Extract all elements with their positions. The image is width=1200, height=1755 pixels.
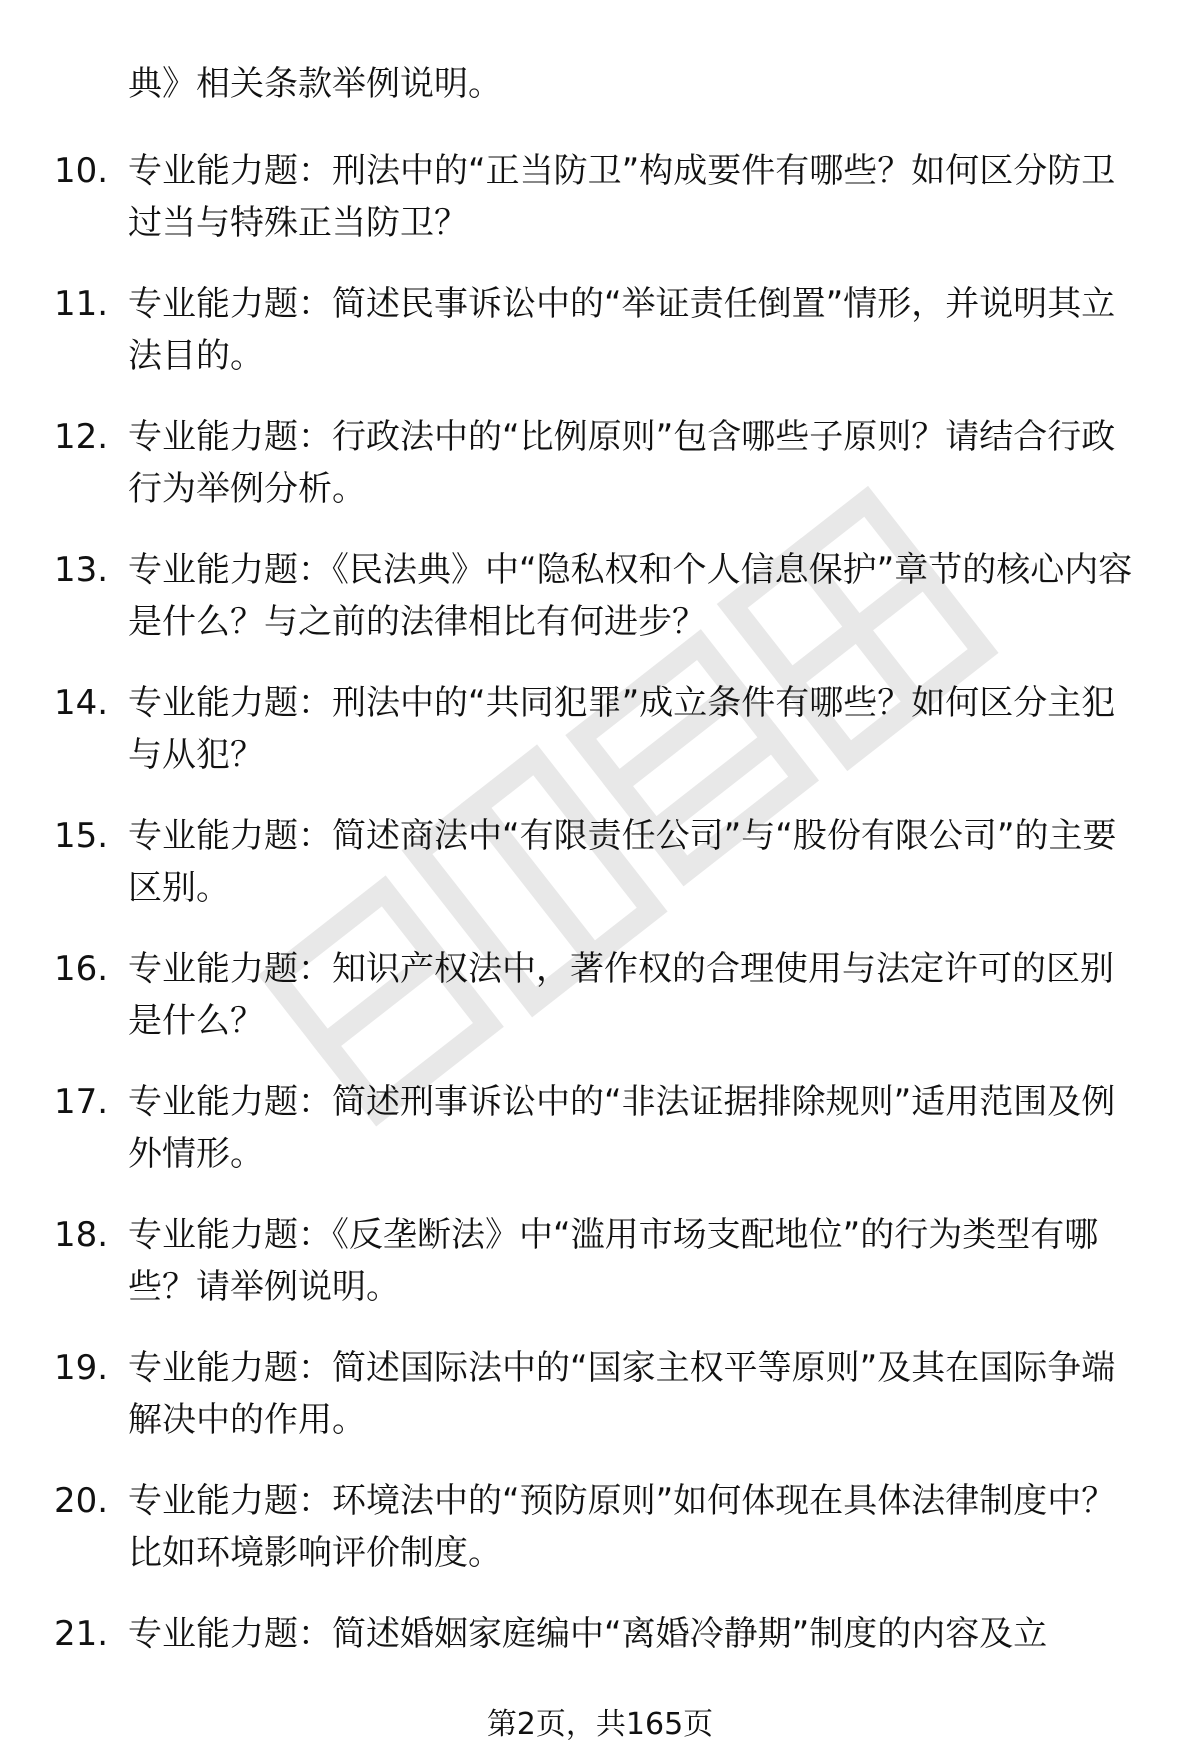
list-item <box>0 411 1200 544</box>
list-item <box>0 943 1200 1076</box>
question-number: 17. <box>54 1082 109 1122</box>
list-item <box>0 1076 1200 1209</box>
question-number: 10. <box>54 151 109 191</box>
question-text: 专业能力题：刑法中的“正当防卫”构成要件有哪些？如何区分防卫过当与特殊正当防卫？ <box>128 151 1116 243</box>
question-number: 19. <box>54 1348 109 1388</box>
question-number: 18. <box>54 1215 109 1255</box>
list-item <box>0 544 1200 677</box>
page-footer-label: 第2页，共165页 <box>486 1707 714 1742</box>
question-list <box>0 145 1200 1741</box>
question-text: 专业能力题：简述民事诉讼中的“举证责任倒置”情形，并说明其立法目的。 <box>128 284 1116 376</box>
question-text: 专业能力题：环境法中的“预防原则”如何体现在具体法律制度中？比如环境影响评价制度。 <box>128 1481 1116 1573</box>
list-item <box>0 677 1200 810</box>
list-item <box>0 145 1200 278</box>
question-text: 专业能力题：简述国际法中的“国家主权平等原则”及其在国际争端解决中的作用。 <box>128 1348 1116 1440</box>
question-number: 12. <box>54 417 109 457</box>
list-item <box>0 1475 1200 1608</box>
list-item <box>0 810 1200 943</box>
question-text: 专业能力题：知识产权法中，著作权的合理使用与法定许可的区别是什么？ <box>128 949 1114 1041</box>
question-number: 20. <box>54 1481 109 1521</box>
question-text: 专业能力题：简述婚姻家庭编中“离婚冷静期”制度的内容及立 <box>128 1614 1048 1654</box>
question-number: 13. <box>54 550 109 590</box>
question-text: 专业能力题：简述刑事诉讼中的“非法证据排除规则”适用范围及例外情形。 <box>128 1082 1116 1174</box>
question-number: 14. <box>54 683 109 723</box>
question-number: 21. <box>54 1614 109 1654</box>
list-item <box>0 1342 1200 1475</box>
question-text: 专业能力题：刑法中的“共同犯罪”成立条件有哪些？如何区分主犯与从犯？ <box>128 683 1116 775</box>
question-number: 11. <box>54 284 109 324</box>
question-number: 15. <box>54 816 109 856</box>
continuation-line: 典》相关条款举例说明。 <box>128 64 502 104</box>
question-text: 专业能力题：《民法典》中“隐私权和个人信息保护”章节的核心内容是什么？与之前的法律相比有何进步？ <box>128 550 1133 642</box>
question-text: 专业能力题：行政法中的“比例原则”包含哪些子原则？请结合行政行为举例分析。 <box>128 417 1116 509</box>
question-text: 专业能力题：简述商法中“有限责任公司”与“股份有限公司”的主要区别。 <box>128 816 1117 908</box>
list-item <box>0 1209 1200 1342</box>
question-text: 专业能力题：《反垄断法》中“滥用市场支配地位”的行为类型有哪些？请举例说明。 <box>128 1215 1099 1307</box>
question-number: 16. <box>54 949 109 989</box>
list-item <box>0 278 1200 411</box>
